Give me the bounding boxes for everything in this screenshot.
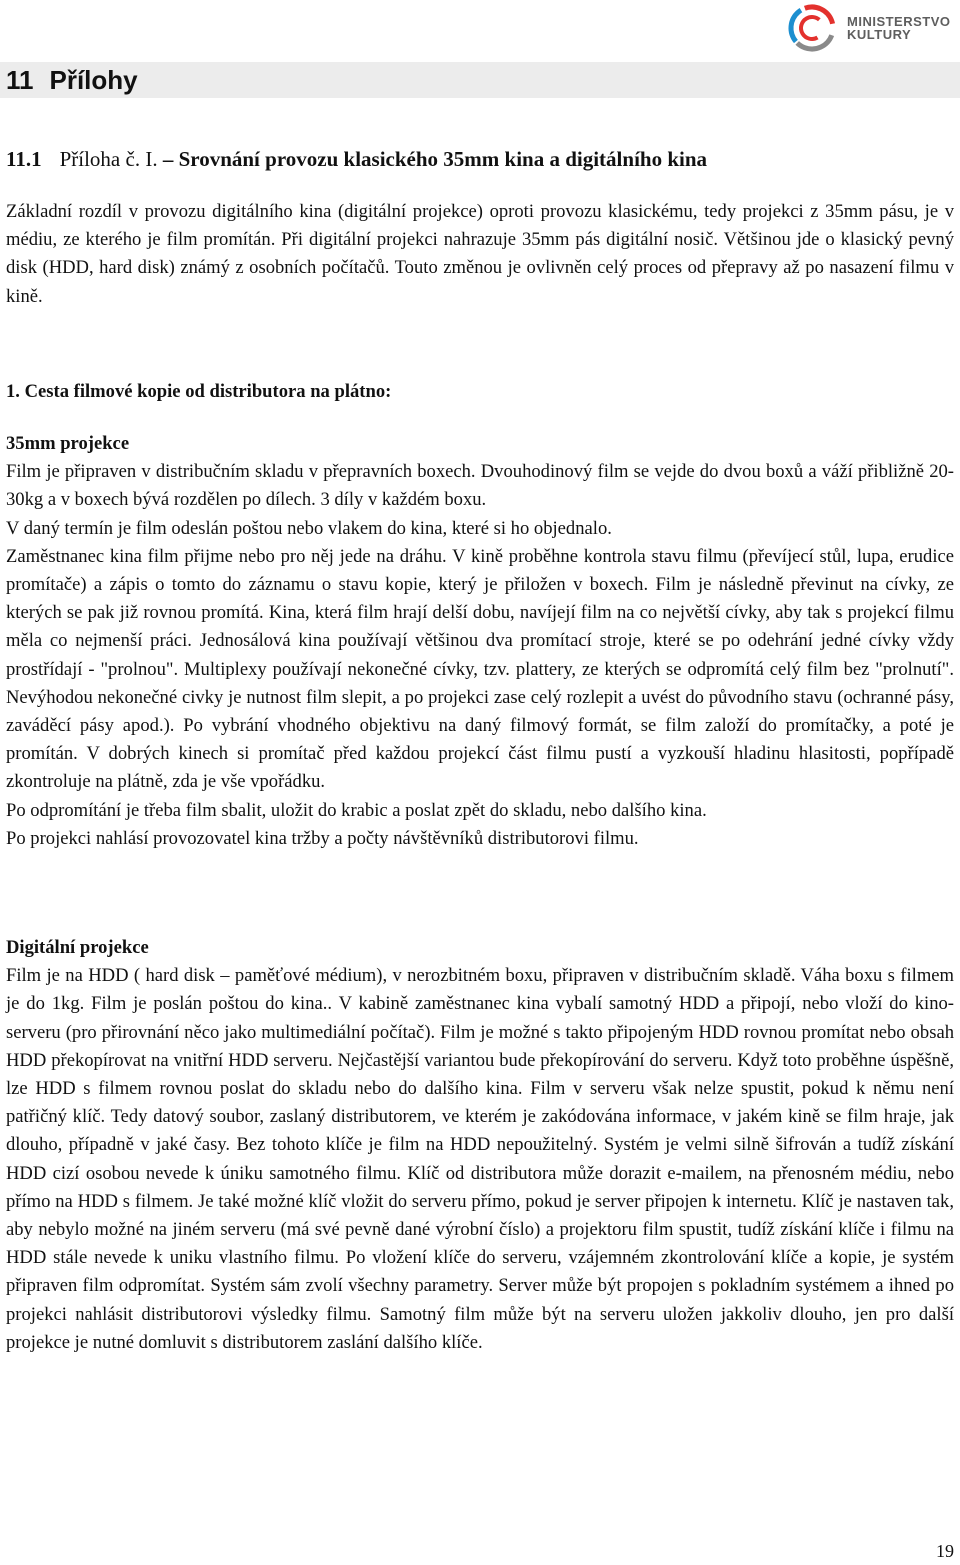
section-title-prefix: Příloha č. I. [59, 147, 158, 171]
projection-35mm-paragraph: V daný termín je film odeslán poštou nebo vlakem do kina, které si ho objednalo. [6, 517, 612, 539]
section-number: 11.1 [6, 147, 42, 171]
projection-digital-title: Digitální projekce [6, 937, 149, 958]
ministry-logo-text [847, 15, 951, 41]
chapter-number: 11 [6, 65, 34, 95]
page-number: 19 [936, 1541, 954, 1561]
ministry-logo-icon [785, 2, 839, 54]
projection-35mm-paragraph: Zaměstnanec kina film přijme nebo pro něj jede na dráhu. V kině proběhne kontrola stavu filmu (převíjecí stůl, lupa, erudice promítače) a zápis o tomto do záznamu o stavu kopie, který je přiložen v boxech. Film je následně převinut na cívky, ze kterých se pak již rovnou promítá. Kina, která film hrají delší dobu, navíjejí film na co největší cívky, aby tak s projekcí filmu měla co nejmenší práci. Jednosálová kina používají většinou dva promítací stroje, které se po odehrání jedné cívky vždy prostřídají - "prolnou". Multiplexy používají nekonečné cívky, tzv. plattery, ze kterých se odpromítá celý film bez "prolnutí". Nevýhodou nekonečné civky je nutnost film slepit, a po projekci zase celý rozlepit a uvést do původního stavu (ochranné pásy, zaváděcí pásy apod.). Po vybrání vhodného objektivu na daný filmový formát, se film založí do promítačky, a poté je promítán. V dobrých kinech si promítač před každou projekcí část filmu pustí a vyzkouší hladinu hlasitosti, popřípadě zkontroluje na plátně, zda je vše vpořádku. [6, 545, 954, 793]
logo-line-2: KULTURY [847, 27, 912, 42]
chapter-heading [6, 60, 138, 100]
ministry-logo [785, 0, 960, 56]
projection-35mm-section [6, 430, 954, 853]
projection-35mm-title: 35mm projekce [6, 433, 130, 454]
projection-35mm-paragraph: Film je připraven v distribučním skladu v přepravních boxech. Dvouhodinový film se vejde do dvou boxů a váží přibližně 20-30kg a v boxech bývá rozdělen po dílech. 3 díly v každém boxu. [6, 461, 954, 511]
route-section-title: 1. Cesta filmové kopie od distributora na plátno: [6, 381, 392, 402]
projection-35mm-paragraph: Po projekci nahlásí provozovatel kina tržby a počty návštěvníků distributorovi filmu. [6, 827, 639, 849]
intro-paragraph: Základní rozdíl v provozu digitálního kina (digitální projekce) oproti provozu klasickému, tedy projekci z 35mm pásu, je v médiu, ze kterého je film promítán. Při digitální projekci nahrazuje 35mm pás digitální nosič. Většinou jde o klasický pevný disk (HDD, hard disk) známý z osobních počítačů. Touto změnou je ovlivněn celý proces od přepravy až po nasazení filmu v kině. [6, 201, 954, 307]
heading-band [0, 62, 960, 98]
section-heading [6, 146, 952, 172]
intro-block [6, 198, 954, 311]
section-title-main: – Srovnání provozu klasického 35mm kina a digitálního kina [157, 147, 708, 171]
projection-digital-paragraph: Film je na HDD ( hard disk – paměťové médium), v nerozbitném boxu, připraven v distribučním skladě. Váha boxu s filmem je do 1kg. Film je poslán poštou do kina.. V kabině zaměstnanec kina vybalí samotný HDD a připojí, nebo vloží do kino-serveru (pro přirovnání něco jako multimediální počítač). Film je možné s takto připojeným HDD rovnou promítat nebo obsah HDD překopírovat na vnitřní HDD serveru. Nejčastější variantou bude překopírování do serveru. Když toto proběhne úspěšně, lze HDD s filmem rovnou poslat do skladu nebo do dalšího kina. Film v serveru však nelze spustit, pokud k němu není patřičný klíč. Tedy datový soubor, zaslaný distributorem, ve kterém je zakódována informace, v jakém kině se film hraje, jak dlouho, případně v jaké časy. Bez tohoto klíče je film na HDD nepoužitelný. Systém je velmi silně šifrován a tudíž získání HDD cizí osobou nevede k úniku samotného filmu. Klíč od distributora může dorazit e-mailem, na přenosném médiu, nebo přímo na HDD s filmem. Je také možné klíč vložit do serveru přímo, pokud je server připojen k internetu. Klíč je nastaven tak, aby nebylo možné na jiném serveru (má své pevně dané výrobní číslo) a projektoru film spustit, tudíž získání klíče i filmu na HDD stále nevede k uniku vlastního filmu. Po vložení klíče do serveru, vzájemném zkontrolování klíče a kopie, je systém připraven film odpromítat. Systém sám zvolí všechny parametry. Server může být propojen s pokladním systémem a ihned po projekci nahlásit distributorovi výsledky filmu. Samotný film může být na serveru uložen jakkoliv dlouho, jen pro další projekce je nutné domluvit s distributorem zaslání dalšího klíče. [6, 965, 954, 1353]
projection-35mm-paragraph: Po odpromítání je třeba film sbalit, uložit do krabic a poslat zpět do skladu, nebo dalšího kina. [6, 799, 707, 821]
route-section [6, 378, 954, 406]
projection-digital-section [6, 934, 954, 1357]
chapter-title: Přílohy [49, 65, 138, 95]
logo-line-1: MINISTERSTVO [847, 14, 951, 29]
